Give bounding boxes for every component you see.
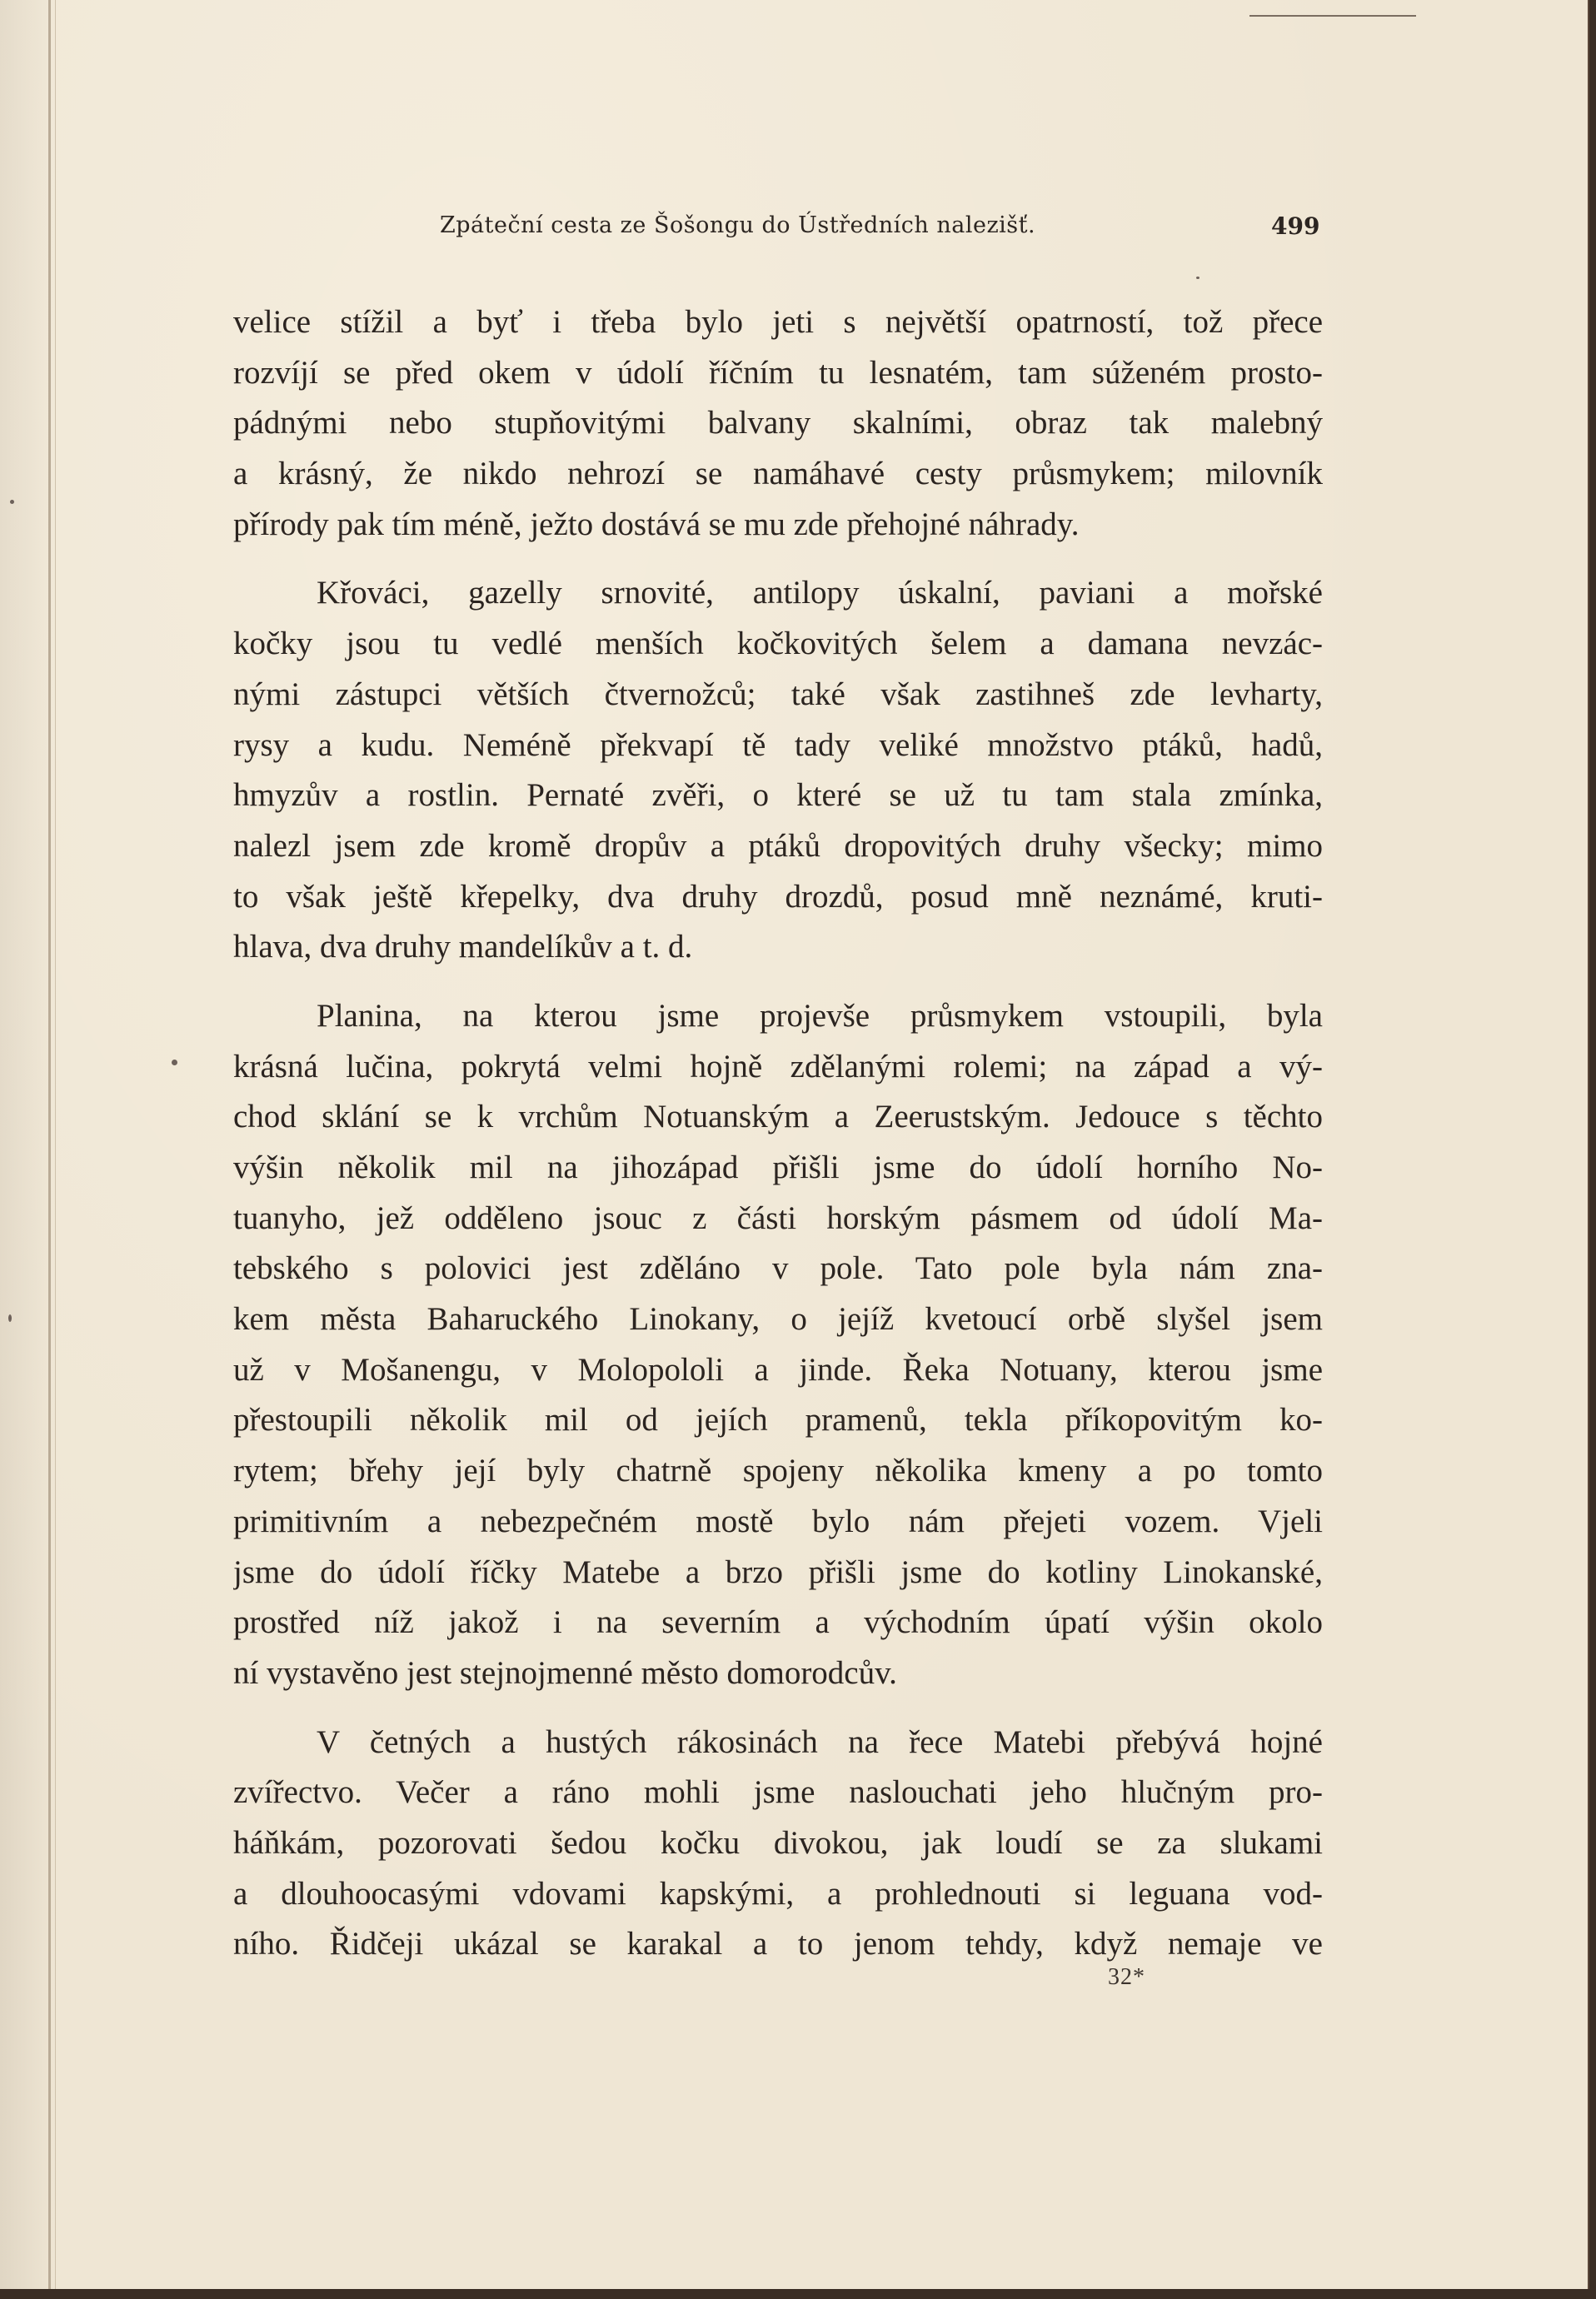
text-line: jsme do údolí říčky Matebe a brzo přišli jsme do kotliny Linokanské, bbox=[233, 1553, 1323, 1590]
binding-gutter bbox=[48, 0, 51, 2289]
text-line: už v Mošanengu, v Molopololi a jinde. Řeka Notuany, kterou jsme bbox=[233, 1351, 1323, 1388]
text-line: rozvíjí se před okem v údolí říčním tu lesnatém, tam súženém prosto- bbox=[233, 354, 1323, 391]
paragraph-gap bbox=[233, 1699, 1323, 1718]
text-line: háňkám, pozorovati šedou kočku divokou, jak loudí se za slukami bbox=[233, 1824, 1323, 1861]
text-line: krásná lučina, pokrytá velmi hojně zdělanými rolemi; na západ a vý- bbox=[233, 1048, 1323, 1085]
paper-speck bbox=[172, 1060, 177, 1065]
text-line: kočky jsou tu vedlé menších kočkovitých šelem a damana nevzác- bbox=[233, 626, 1323, 662]
text-line: a krásný, že nikdo nehrozí se namáhavé cesty průsmykem; milovník bbox=[233, 456, 1323, 492]
top-edge-rule bbox=[1249, 15, 1416, 17]
text-line: primitivním a nebezpečném mostě bylo nám přejeti vozem. Vjeli bbox=[233, 1503, 1323, 1539]
text-line: přestoupili několik mil od jejích pramenů, tekla příkopovitým ko- bbox=[233, 1402, 1323, 1439]
text-line: V četných a hustých rákosinách na řece Matebi přebývá hojné bbox=[317, 1723, 1323, 1760]
text-line: prostřed níž jakož i na severním a východním úpatí výšin okolo bbox=[233, 1604, 1323, 1641]
body-text bbox=[233, 297, 1323, 1970]
text-line: hlava, dva druhy mandelíkův a t. d. bbox=[233, 929, 693, 965]
text-line: přírody pak tím méně, ježto dostává se mu zde přehojné náhrady. bbox=[233, 506, 1080, 542]
paper-speck bbox=[1196, 277, 1199, 279]
text-line: hmyzův a rostlin. Pernaté zvěři, o které se už tu tam stala zmínka, bbox=[233, 777, 1323, 814]
text-line: rysy a kudu. Neméně překvapí tě tady veliké množstvo ptáků, hadů, bbox=[233, 726, 1323, 763]
text-line: pádnými nebo stupňovitými balvany skalními, obraz tak malebný bbox=[233, 405, 1323, 441]
paper-speck bbox=[10, 500, 14, 504]
text-line: zvířectvo. Večer a ráno mohli jsme naslouchati jeho hlučným pro- bbox=[233, 1774, 1323, 1811]
text-line: chod sklání se k vrchům Notuanským a Zeerustským. Jedouce s těchto bbox=[233, 1099, 1323, 1135]
text-line: nalezl jsem zde kromě dropův a ptáků dropovitých druhy všecky; mimo bbox=[233, 827, 1323, 864]
signature-mark: 32* bbox=[1108, 1964, 1145, 1990]
paragraph-gap bbox=[233, 550, 1323, 568]
binding-gutter-inner bbox=[55, 0, 56, 2289]
text-line: velice stížil a byť i třeba bylo jeti s největší opatrností, tož přece bbox=[233, 304, 1323, 340]
paper-speck bbox=[8, 1314, 12, 1322]
text-line: Planina, na kterou jsme projevše průsmykem vstoupili, byla bbox=[317, 997, 1323, 1034]
text-line: Křováci, gazelly srnovité, antilopy úskalní, paviani a mořské bbox=[317, 575, 1323, 611]
text-line: rytem; břehy její byly chatrně spojeny několika kmeny a po tomto bbox=[233, 1453, 1323, 1489]
running-head: Zpáteční cesta ze Šošongu do Ústředních nalezišť. bbox=[440, 212, 1036, 238]
page-number: 499 bbox=[1271, 212, 1320, 240]
text-line: a dlouhoocasými vdovami kapskými, a prohlednouti si leguana vod- bbox=[233, 1875, 1323, 1912]
text-line: ního. Řidčeji ukázal se karakal a to jenom tehdy, když nemaje ve bbox=[233, 1926, 1323, 1962]
paragraph-gap bbox=[233, 973, 1323, 991]
text-line: kem města Baharuckého Linokany, o jejíž kvetoucí orbě slyšel jsem bbox=[233, 1301, 1323, 1338]
text-line: výšin několik mil na jihozápad přišli jsme do údolí horního No- bbox=[233, 1150, 1323, 1185]
text-line: tuanyho, jež odděleno jsouc z části horským pásmem od údolí Ma- bbox=[233, 1199, 1323, 1236]
text-line: nými zástupci větších čtvernožců; také však zastihneš zde levharty, bbox=[233, 676, 1323, 712]
text-line: tebského s polovici jest zděláno v pole. Tato pole byla nám zna- bbox=[233, 1250, 1323, 1287]
text-line: ní vystavěno jest stejnojmenné město domorodcův. bbox=[233, 1654, 897, 1691]
text-line: to však ještě křepelky, dva druhy drozdů, posud mně neznámé, kruti- bbox=[233, 878, 1323, 915]
